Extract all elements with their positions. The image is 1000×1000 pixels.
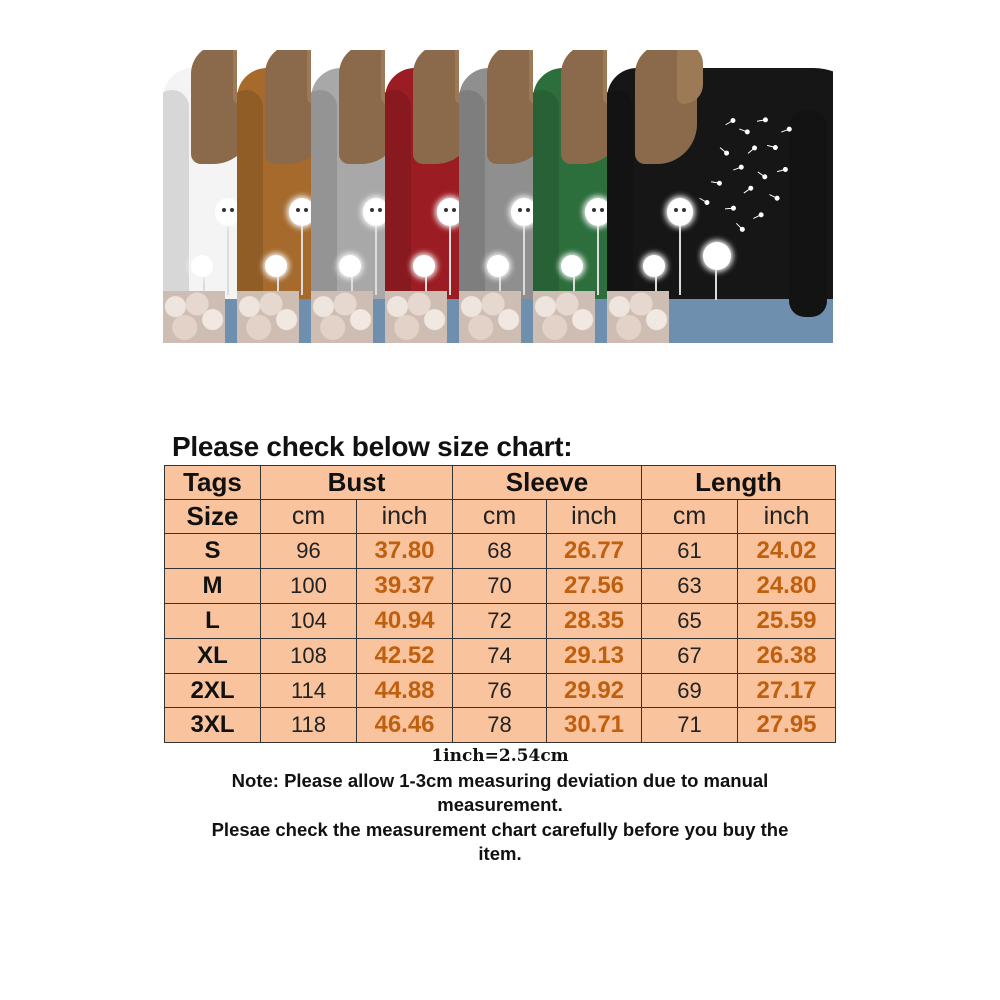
- size-chart-title: Please check below size chart:: [172, 431, 573, 462]
- table-row: [165, 639, 836, 674]
- bust-inch-cell: 37.80: [357, 534, 453, 569]
- length-inch-cell: 27.17: [738, 674, 836, 708]
- table-row: [165, 534, 836, 569]
- sleeve-inch-cell: 29.13: [547, 639, 642, 674]
- header-bust: Bust: [261, 466, 453, 500]
- header-row-groups: [165, 466, 836, 500]
- length-cm-cell: 67: [642, 639, 738, 674]
- size-label: L: [165, 604, 261, 639]
- bust-inch-cell: 42.52: [357, 639, 453, 674]
- check-note-line2: item.: [478, 843, 522, 864]
- sleeve-cm-cell: 70: [453, 569, 547, 604]
- length-inch-cell: 27.95: [738, 708, 836, 743]
- deviation-note-line1: Note: Please allow 1-3cm measuring deviation due to manual: [231, 769, 769, 791]
- bust-inch-cell: 46.46: [357, 708, 453, 743]
- sweatshirt-color-panel: [163, 50, 247, 343]
- length-cm-cell: 65: [642, 604, 738, 639]
- sleeve-inch-cell: 30.71: [547, 708, 642, 743]
- header-sleeve: Sleeve: [453, 466, 642, 500]
- header-length-cm: cm: [642, 500, 738, 534]
- product-photo: [163, 50, 833, 343]
- length-inch-cell: 24.02: [738, 534, 836, 569]
- header-length-inch: inch: [738, 500, 836, 534]
- length-cm-cell: 63: [642, 569, 738, 604]
- bust-cm-cell: 96: [261, 534, 357, 569]
- size-label: 3XL: [165, 708, 261, 743]
- conversion-note: 1inch=2.54cm: [431, 746, 569, 766]
- sweatshirt-color-panel: [385, 50, 469, 343]
- table-row: [165, 674, 836, 708]
- length-inch-cell: 26.38: [738, 639, 836, 674]
- sleeve-cm-cell: 74: [453, 639, 547, 674]
- header-row-units: [165, 500, 836, 534]
- sleeve-cm-cell: 68: [453, 534, 547, 569]
- size-label: XL: [165, 639, 261, 674]
- size-label: M: [165, 569, 261, 604]
- size-label: 2XL: [165, 674, 261, 708]
- length-inch-cell: 24.80: [738, 569, 836, 604]
- length-cm-cell: 71: [642, 708, 738, 743]
- header-sleeve-cm: cm: [453, 500, 547, 534]
- size-label: S: [165, 534, 261, 569]
- bust-cm-cell: 100: [261, 569, 357, 604]
- sleeve-cm-cell: 76: [453, 674, 547, 708]
- sleeve-inch-cell: 26.77: [547, 534, 642, 569]
- bust-cm-cell: 114: [261, 674, 357, 708]
- header-bust-inch: inch: [357, 500, 453, 534]
- length-inch-cell: 25.59: [738, 604, 836, 639]
- sleeve-cm-cell: 72: [453, 604, 547, 639]
- header-length: Length: [642, 466, 836, 500]
- bust-cm-cell: 108: [261, 639, 357, 674]
- size-chart-table: [164, 465, 836, 743]
- header-bust-cm: cm: [261, 500, 357, 534]
- length-cm-cell: 69: [642, 674, 738, 708]
- sleeve-inch-cell: 28.35: [547, 604, 642, 639]
- sleeve-cm-cell: 78: [453, 708, 547, 743]
- sweatshirt-color-panel: [311, 50, 395, 343]
- sweatshirt-color-panel: [607, 50, 833, 343]
- sweatshirt-color-panel: [237, 50, 321, 343]
- size-notes: [160, 744, 840, 867]
- header-tags: Tags: [165, 466, 261, 500]
- bust-inch-cell: 40.94: [357, 604, 453, 639]
- sweatshirt-color-panel: [459, 50, 543, 343]
- sleeve-inch-cell: 27.56: [547, 569, 642, 604]
- deviation-note-line2: measurement.: [437, 794, 563, 815]
- table-row: [165, 604, 836, 639]
- bust-cm-cell: 104: [261, 604, 357, 639]
- bust-inch-cell: 39.37: [357, 569, 453, 604]
- sleeve-inch-cell: 29.92: [547, 674, 642, 708]
- bust-cm-cell: 118: [261, 708, 357, 743]
- bust-inch-cell: 44.88: [357, 674, 453, 708]
- check-note-line1: Plesae check the measurement chart carefully before you buy the: [211, 818, 789, 840]
- length-cm-cell: 61: [642, 534, 738, 569]
- header-size: Size: [165, 500, 261, 534]
- sweatshirt-color-panel: [533, 50, 617, 343]
- header-sleeve-inch: inch: [547, 500, 642, 534]
- table-row: [165, 569, 836, 604]
- table-row: [165, 708, 836, 743]
